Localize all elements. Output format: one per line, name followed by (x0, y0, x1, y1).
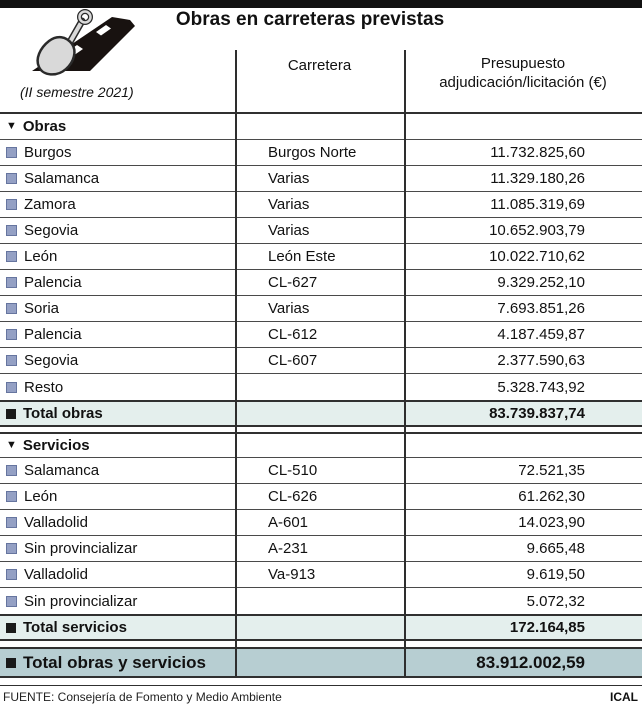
data-row (0, 510, 642, 536)
footer-divider (0, 685, 642, 686)
row-road-cell: Varias (268, 170, 310, 187)
row-label: Total obras (23, 405, 103, 422)
data-row (0, 536, 642, 562)
row-road-cell: CL-607 (268, 352, 318, 369)
column-divider-2 (404, 50, 406, 676)
data-row (0, 348, 642, 374)
row-label-cell (0, 326, 235, 343)
row-amount-cell: 83.912.002,59 (476, 652, 585, 672)
row-amount-cell: 10.022.710,62 (489, 248, 585, 265)
bullet-square-icon (6, 173, 17, 184)
data-row (0, 244, 642, 270)
row-label: Total obras y servicios (23, 652, 206, 672)
row-amount-cell: 2.377.590,63 (497, 352, 585, 369)
row-amount-cell: 9.329.252,10 (497, 274, 585, 291)
data-row (0, 458, 642, 484)
row-amount-cell: 5.328.743,92 (497, 378, 585, 396)
row-label-cell (0, 248, 235, 265)
row-label: Segovia (24, 222, 79, 239)
row-label: Zamora (24, 196, 76, 213)
row-label: Obras (22, 118, 67, 135)
row-label-cell (0, 619, 235, 636)
row-road-cell: Varias (268, 300, 310, 317)
bullet-square-icon (6, 147, 17, 158)
row-label-cell (0, 352, 235, 369)
data-row (0, 562, 642, 588)
bullet-square-icon (6, 517, 17, 528)
column-divider-1 (235, 50, 237, 676)
row-label-cell (0, 593, 235, 610)
row-label-cell (0, 118, 235, 135)
bullet-square-icon (6, 382, 17, 393)
bullet-square-icon (6, 303, 17, 314)
row-amount-cell: 61.262,30 (518, 488, 585, 505)
row-amount-cell: 72.521,35 (518, 462, 585, 479)
row-label: Total servicios (23, 619, 127, 636)
bullet-square-icon (6, 596, 17, 607)
data-row (0, 484, 642, 510)
row-road-cell: CL-626 (268, 488, 318, 505)
section-triangle-icon: ▼ (6, 120, 17, 132)
data-row (0, 218, 642, 244)
data-row (0, 374, 642, 400)
bullet-square-icon (6, 199, 17, 210)
bullet-square-icon (6, 225, 17, 236)
row-road-cell: León Este (268, 248, 336, 265)
row-label: Valladolid (24, 566, 88, 583)
row-amount-cell: 172.164,85 (509, 619, 585, 636)
row-label-cell (0, 300, 235, 317)
row-label-cell (0, 462, 235, 479)
row-road-cell: Va-913 (268, 566, 316, 583)
footer-credit: ICAL (610, 690, 638, 704)
data-row (0, 270, 642, 296)
column-header-presupuesto-line1: Presupuesto (480, 55, 566, 72)
data-row (0, 588, 642, 614)
total-square-icon (6, 409, 16, 419)
row-road-cell: CL-612 (268, 326, 318, 343)
row-label: Segovia (24, 352, 79, 369)
row-amount-cell: 11.329.180,26 (490, 170, 585, 187)
row-label-cell (0, 488, 235, 505)
data-row (0, 322, 642, 348)
row-amount-cell: 7.693.851,26 (497, 300, 585, 317)
row-amount-cell: 10.652.903,79 (489, 222, 585, 239)
row-label-cell (0, 514, 235, 531)
row-label: Sin provincializar (24, 540, 138, 557)
total-square-icon (6, 658, 16, 668)
total-row (0, 614, 642, 641)
bullet-square-icon (6, 277, 17, 288)
table-body (0, 112, 642, 678)
row-label-cell (0, 222, 235, 239)
footer-source: FUENTE: Consejería de Fomento y Medio Ambiente (3, 690, 282, 704)
bullet-square-icon (6, 355, 17, 366)
column-header-carretera: Carretera (287, 57, 352, 74)
row-label: Salamanca (24, 170, 100, 187)
row-label: Resto (24, 378, 64, 396)
row-amount-cell: 9.665,48 (526, 540, 585, 557)
row-label: Palencia (24, 326, 82, 343)
row-road-cell: Varias (268, 196, 310, 213)
row-amount-cell: 83.739.837,74 (489, 405, 585, 422)
bullet-square-icon (6, 251, 17, 262)
row-label: Salamanca (24, 462, 100, 479)
row-road-cell: CL-627 (268, 274, 318, 291)
bullet-square-icon (6, 569, 17, 580)
row-label-cell (0, 405, 235, 422)
column-header-presupuesto (404, 54, 642, 92)
subtitle-semester: (II semestre 2021) (20, 84, 134, 100)
row-amount-cell: 11.732.825,60 (490, 144, 585, 161)
total-square-icon (6, 623, 16, 633)
data-row (0, 192, 642, 218)
bullet-square-icon (6, 491, 17, 502)
row-amount-cell: 9.619,50 (526, 566, 585, 583)
row-label-cell (0, 144, 235, 161)
shovel-road-icon (26, 8, 154, 82)
row-amount-cell: 4.187.459,87 (497, 326, 585, 343)
row-label: Burgos (24, 144, 72, 161)
row-label-cell (0, 170, 235, 187)
total-row (0, 400, 642, 427)
row-road-cell: Burgos Norte (268, 144, 357, 161)
row-label: Palencia (24, 274, 82, 291)
row-road-cell: CL-510 (268, 462, 318, 479)
data-row (0, 140, 642, 166)
row-road-cell: Varias (268, 222, 310, 239)
page-title: Obras en carreteras previstas (175, 9, 445, 30)
row-label: Servicios (22, 437, 90, 454)
row-amount-cell: 14.023,90 (518, 514, 585, 531)
grand-total-row (0, 647, 642, 678)
row-label: Sin provincializar (24, 592, 138, 610)
row-label-cell (0, 437, 235, 454)
row-label-cell (0, 274, 235, 291)
bullet-square-icon (6, 465, 17, 476)
row-amount-cell: 5.072,32 (526, 592, 585, 610)
row-amount-cell: 11.085.319,69 (490, 196, 585, 213)
column-header-presupuesto-line2: adjudicación/licitación (€) (439, 74, 607, 91)
row-label: León (24, 248, 58, 265)
section-row (0, 114, 642, 140)
data-row (0, 166, 642, 192)
section-triangle-icon: ▼ (6, 439, 17, 451)
bullet-square-icon (6, 543, 17, 554)
bullet-square-icon (6, 329, 17, 340)
row-road-cell: A-231 (268, 540, 309, 557)
section-row (0, 432, 642, 458)
top-bar (0, 0, 642, 8)
row-label: Soria (24, 300, 60, 317)
row-label: León (24, 488, 58, 505)
row-label-cell (0, 653, 235, 673)
row-label-cell (0, 379, 235, 396)
row-label-cell (0, 566, 235, 583)
row-road-cell: A-601 (268, 514, 309, 531)
row-label-cell (0, 196, 235, 213)
row-label-cell (0, 540, 235, 557)
data-row (0, 296, 642, 322)
row-label: Valladolid (24, 514, 88, 531)
